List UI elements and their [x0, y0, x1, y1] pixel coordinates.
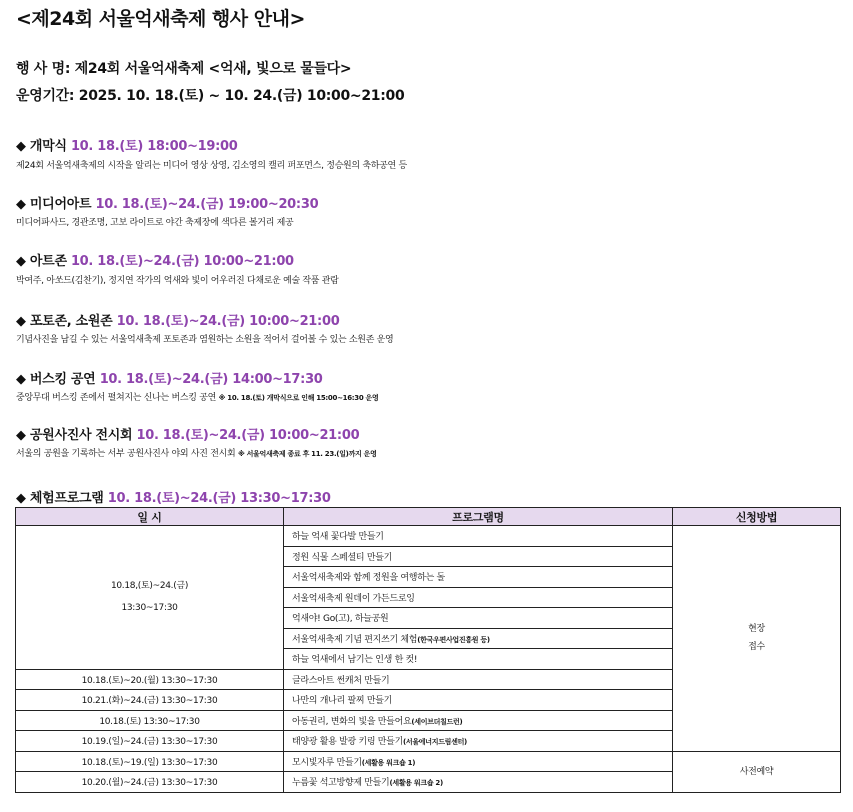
section-date: 10. 18.(토)~24.(금) 10:00~21:00 [136, 428, 360, 443]
section-description [16, 215, 293, 228]
table-header-row [16, 508, 841, 526]
event-period: 운영기간: 2025. 10. 18.(토) ~ 10. 24.(금) 10:00~21:00 [16, 88, 405, 104]
section-desc-text: 서울의 공원을 기록하는 서부 공원사진사 야외 사진 전시회 [16, 449, 238, 459]
program-table [15, 507, 841, 793]
program-name-cell [284, 731, 673, 752]
column-header-apply: 신청방법 [673, 508, 841, 526]
table-row [16, 751, 841, 772]
date-cell: 10.18.(토)~20.(월) 13:30~17:30 [16, 669, 284, 690]
section-note: ※ 10. 18.(토) 개막식으로 인해 15:00~16:30 운영 [218, 394, 379, 402]
program-name: 하늘 억새 꽃다발 만들기 [292, 532, 384, 543]
program-name-cell [284, 526, 673, 547]
program-note: (서울에너지드림센터) [402, 738, 467, 747]
section-heading [16, 250, 294, 269]
program-name-cell [284, 546, 673, 567]
section-date: 10. 18.(토)~24.(금) 19:00~20:30 [95, 197, 319, 212]
section-heading [16, 135, 238, 154]
section-heading [16, 310, 339, 329]
section-name: ◆ 버스킹 공연 [16, 372, 96, 387]
program-name: 아동권리, 변화의 빛을 만들어요 [292, 716, 412, 727]
program-name-cell [284, 587, 673, 608]
program-note: (세이브더칠드런) [411, 717, 463, 726]
group-time-line: 13:30~17:30 [121, 603, 178, 614]
section-date: 10. 18.(토) 18:00~19:00 [70, 139, 238, 154]
section-desc-text: 미디어파사드, 경관조명, 고보 라이트로 야간 축제장에 색다른 볼거리 제공 [16, 218, 294, 228]
section-date: 10. 18.(토)~24.(금) 10:00~21:00 [70, 254, 294, 269]
program-name: 서울억새축제와 함께 정원을 여행하는 돌 [292, 573, 445, 584]
section-heading [16, 368, 323, 387]
group-date-cell [16, 526, 284, 670]
date-cell: 10.21.(화)~24.(금) 13:30~17:30 [16, 690, 284, 711]
section-description [16, 390, 379, 403]
section-date: 10. 18.(토)~24.(금) 13:30~17:30 [107, 491, 331, 506]
apply-onsite-line: 접수 [748, 642, 765, 653]
section-desc-text: 기념사진을 남길 수 있는 서울억새축제 포토존과 염원하는 소원을 적어서 걸어볼 수 있는 소원존 운영 [16, 335, 394, 345]
program-note: (세활용 워크숍 1) [361, 758, 416, 767]
program-name-cell [284, 690, 673, 711]
program-name: 나만의 개나리 팔찌 만들기 [292, 696, 393, 707]
section-description [16, 158, 407, 171]
section-note: ※ 서울억새축제 종료 후 11. 23.(일)까지 운영 [237, 450, 377, 458]
program-name: 글라스아트 썬캐처 만들기 [292, 675, 390, 686]
section-desc-text: 제24회 서울억새축제의 시작을 알리는 미디어 영상 상영, 김소영의 캘리 퍼포먼스, 정승원의 축하공연 등 [16, 161, 407, 171]
program-name-cell [284, 608, 673, 629]
section-name: ◆ 미디어아트 [16, 197, 92, 212]
date-cell: 10.18.(토) 13:30~17:30 [16, 710, 284, 731]
apply-onsite-cell [673, 526, 841, 752]
program-name: 태양광 활용 발광 키링 만들기 [292, 737, 403, 748]
program-name-cell [284, 567, 673, 588]
section-date: 10. 18.(토)~24.(금) 10:00~21:00 [116, 314, 340, 329]
table-row [16, 526, 841, 547]
date-cell: 10.20.(월)~24.(금) 13:30~17:30 [16, 772, 284, 793]
program-name-cell [284, 772, 673, 793]
apply-onsite-line: 현장 [748, 624, 765, 635]
program-name-cell [284, 669, 673, 690]
section-description [16, 273, 339, 286]
apply-reserve-cell: 사전예약 [673, 751, 841, 792]
program-name: 정원 식물 스페셜티 만들기 [292, 552, 393, 563]
date-cell: 10.18.(토)~19.(일) 13:30~17:30 [16, 751, 284, 772]
section-name: ◆ 아트존 [16, 254, 67, 269]
program-name: 억새야! Go(고), 하늘공원 [292, 614, 389, 625]
section-date: 10. 18.(토)~24.(금) 14:00~17:30 [99, 372, 323, 387]
event-name: 행 사 명: 제24회 서울억새축제 <억새, 빛으로 물들다> [16, 61, 352, 77]
section-name: ◆ 체험프로그램 [16, 491, 104, 506]
section-description [16, 446, 377, 459]
program-name: 모시빛자루 만들기 [292, 757, 362, 768]
section-name: ◆ 공원사진사 전시회 [16, 428, 133, 443]
section-heading [16, 424, 359, 443]
section-heading [16, 487, 331, 506]
page-title: <제24회 서울억새축제 행사 안내> [16, 8, 305, 30]
column-header-date: 일 시 [16, 508, 284, 526]
date-cell: 10.19.(일)~24.(금) 13:30~17:30 [16, 731, 284, 752]
program-name: 누름꽃 석고방향제 만들기 [292, 778, 390, 789]
section-desc-text: 박여주, 아쏘드(김찬기), 정지연 작가의 억새와 빛이 어우러진 다채로운 예술 작품 관람 [16, 276, 339, 286]
section-desc-text: 중앙무대 버스킹 존에서 펼쳐지는 신나는 버스킹 공연 [16, 393, 219, 403]
program-note: (세활용 워크숍 2) [389, 779, 443, 788]
section-name: ◆ 포토존, 소원존 [16, 314, 113, 329]
section-name: ◆ 개막식 [16, 139, 67, 154]
program-note: (한국우편사업진흥원 등) [417, 635, 490, 644]
program-name-cell [284, 628, 673, 649]
program-name: 하늘 억새에서 남기는 인생 한 컷! [292, 655, 418, 666]
column-header-program: 프로그램명 [284, 508, 673, 526]
program-name-cell [284, 751, 673, 772]
program-name: 서울억새축제 원데이 가든드로잉 [292, 593, 415, 604]
program-name: 서울억새축제 기념 편지쓰기 체험 [292, 634, 418, 645]
group-date-line: 10.18,(토)~24.(금) [110, 581, 189, 592]
section-heading [16, 193, 318, 212]
program-name-cell [284, 710, 673, 731]
section-description [16, 332, 393, 345]
program-name-cell [284, 649, 673, 670]
